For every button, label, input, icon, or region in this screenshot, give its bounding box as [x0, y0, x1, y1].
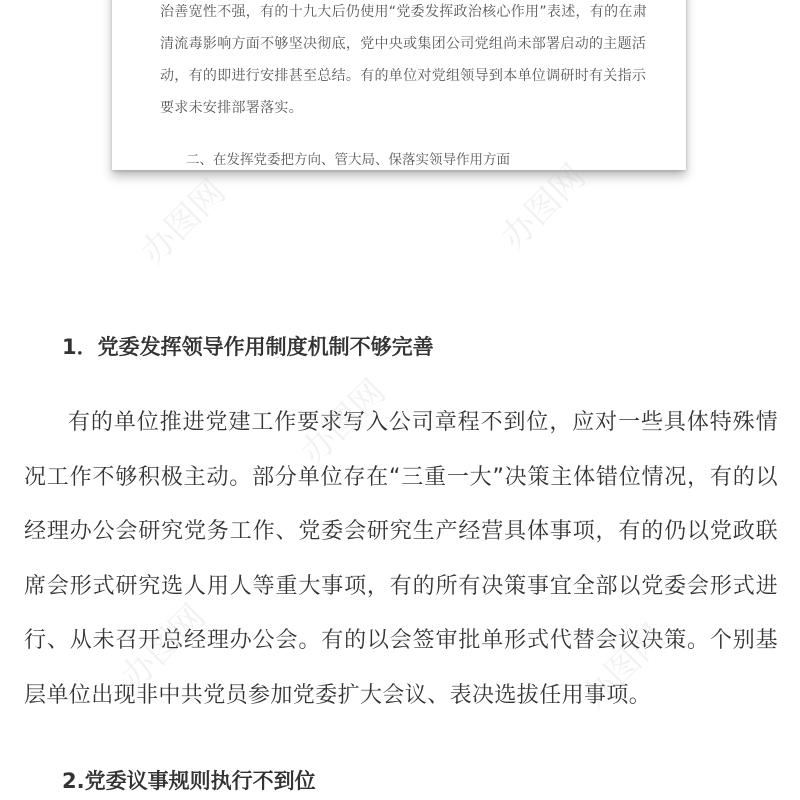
card-paragraph: 治善宽性不强，有的十九大后仍使用“党委发挥政治核心作用”表述，有的在肃清流毒影响方面不够坚决彻底，党中央或集团公司党组尚未部署启动的主题活动，有的即进行安排甚至总结。有的单位对党组领导到本单位调研时有关指示要求未安排部署落实。 [160, 4, 648, 116]
card-section-heading: 二、在发挥党委把方向、管大局、保落实领导作用方面 [186, 152, 510, 168]
watermark: 办图网 [573, 616, 674, 718]
section-1-heading: 1．党委发挥领导作用制度机制不够完善 [62, 335, 434, 359]
document-preview-card [112, 0, 686, 170]
section-1-paragraph: 有的单位推进党建工作要求写入公司章程不到位，应对一些具体特殊情况工作不够积极主动。部分单位存在“三重一大”决策主体错位情况，有的以经理办公会研究党务工作、党委会研究生产经营具体事项，有的仍以党政联席会形式研究选人用人等重大事项，有的所有决策事宜全部以党委会形式进行、从未召开总经理办公会。有的以会签审批单形式代替会议决策。个别基层单位出现非中共党员参加党委扩大会议、表决选拔任用事项。 [24, 410, 778, 708]
watermark: 办图网 [493, 156, 594, 258]
watermark: 办图网 [133, 171, 234, 273]
watermark: 办图网 [113, 596, 214, 698]
watermark: 办图网 [293, 371, 394, 473]
section-2-heading: 2.党委议事规则执行不到位 [62, 769, 316, 793]
